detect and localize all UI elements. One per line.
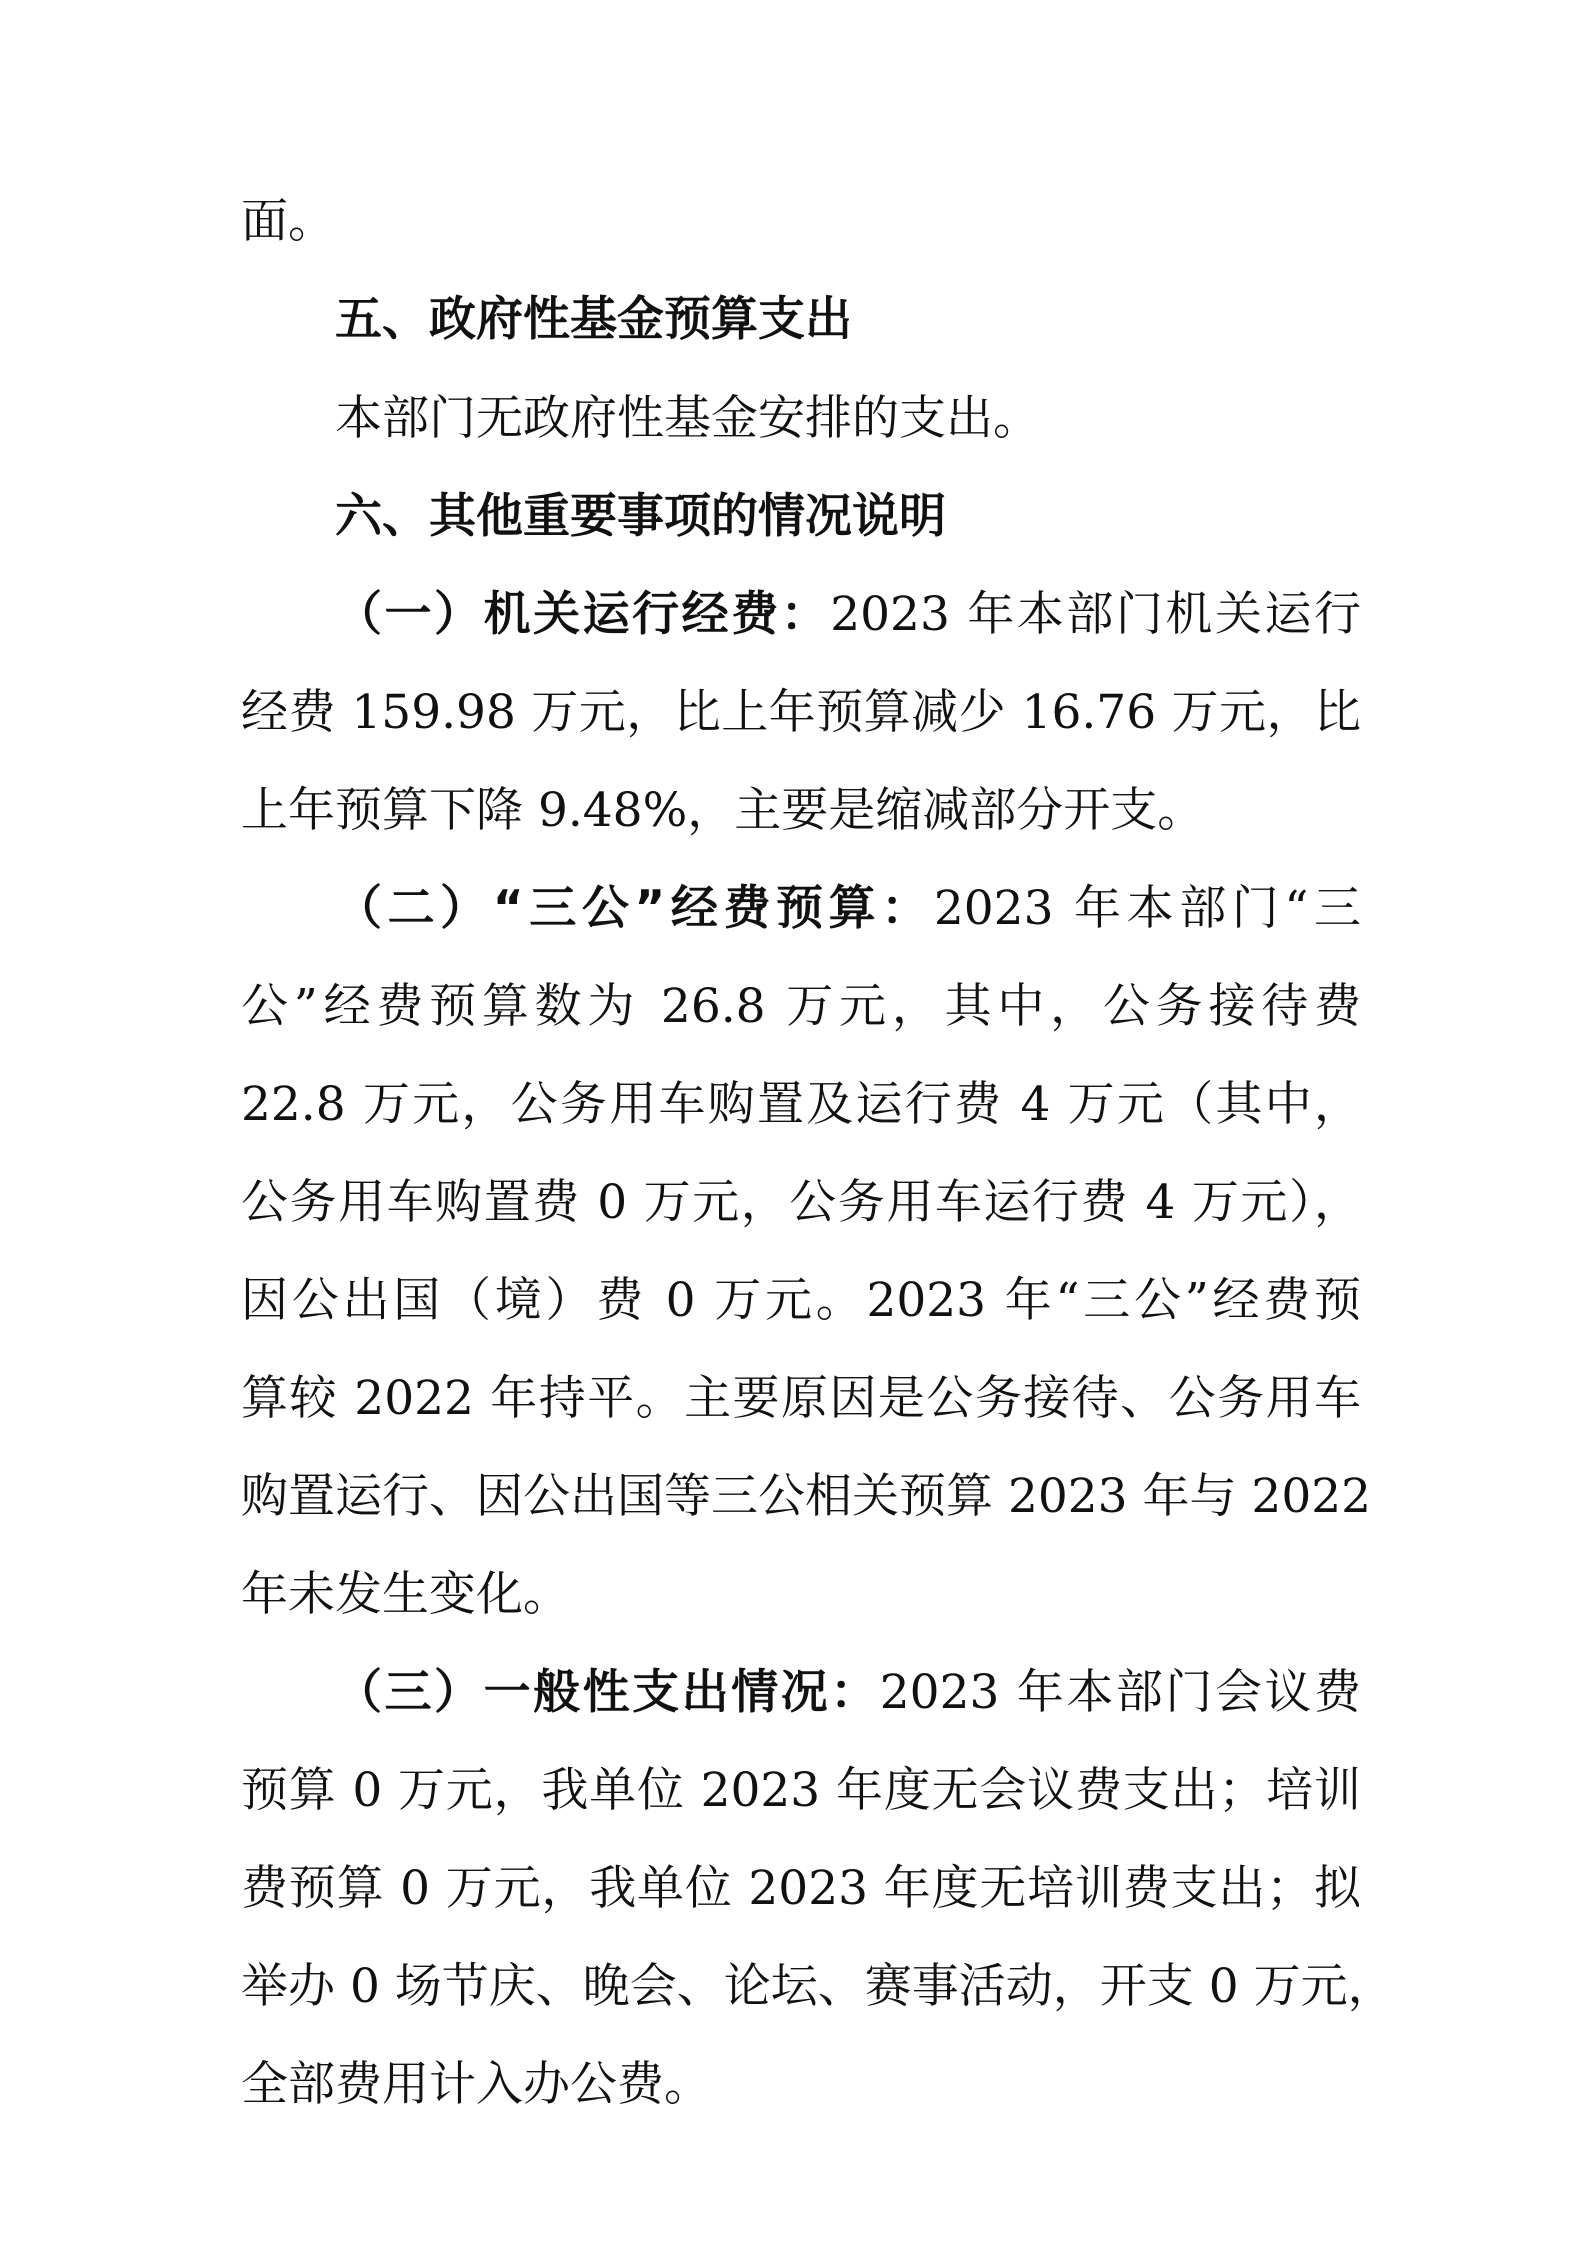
section-5-body: 本部门无政府性基金安排的支出。 bbox=[335, 391, 1040, 446]
item-2-line-4: 公务用车购置费 0 万元，公务用车运行费 4 万元）， bbox=[241, 1175, 1361, 1230]
item-3-label: （三）一般性支出情况： bbox=[335, 1665, 880, 1720]
item-2-line-7: 购置运行、因公出国等三公相关预算 2023 年与 2022 bbox=[241, 1469, 1372, 1524]
item-1-line-2: 经费 159.98 万元，比上年预算减少 16.76 万元，比 bbox=[241, 685, 1361, 740]
item-3-line-5: 全部费用计入办公费。 bbox=[241, 2057, 711, 2112]
item-2-line-5: 因公出国（境）费 0 万元。2023 年“三公”经费预 bbox=[241, 1273, 1361, 1328]
item-2-line-3: 22.8 万元，公务用车购置及运行费 4 万元（其中， bbox=[241, 1077, 1361, 1132]
item-3-line-2: 预算 0 万元，我单位 2023 年度无会议费支出；培训 bbox=[241, 1763, 1361, 1818]
item-2-line-8: 年未发生变化。 bbox=[241, 1567, 570, 1622]
item-2-line-6: 算较 2022 年持平。主要原因是公务接待、公务用车 bbox=[241, 1371, 1361, 1426]
item-1-text: 2023 年本部门机关运行 bbox=[830, 587, 1361, 642]
item-2-line-1 bbox=[335, 879, 1361, 939]
item-2-label: （二）“三公”经费预算： bbox=[335, 881, 934, 936]
item-2-text: 2023 年本部门“三 bbox=[933, 881, 1361, 936]
item-1-line-3: 上年预算下降 9.48%，主要是缩减部分开支。 bbox=[241, 783, 1205, 838]
carry-over-text: 面。 bbox=[241, 194, 335, 249]
item-3-text: 2023 年本部门会议费 bbox=[879, 1665, 1362, 1720]
item-1-line-1 bbox=[335, 585, 1361, 645]
item-3-line-4: 举办 0 场节庆、晚会、论坛、赛事活动，开支 0 万元， bbox=[241, 1959, 1395, 2014]
item-2-line-2: 公”经费预算数为 26.8 万元，其中，公务接待费 bbox=[241, 979, 1361, 1034]
item-3-line-3: 费预算 0 万元，我单位 2023 年度无培训费支出；拟 bbox=[241, 1861, 1361, 1916]
item-3-line-1 bbox=[335, 1663, 1361, 1723]
item-1-label: （一）机关运行经费： bbox=[335, 587, 831, 642]
section-5-heading: 五、政府性基金预算支出 bbox=[335, 292, 852, 347]
section-6-heading: 六、其他重要事项的情况说明 bbox=[335, 489, 946, 544]
